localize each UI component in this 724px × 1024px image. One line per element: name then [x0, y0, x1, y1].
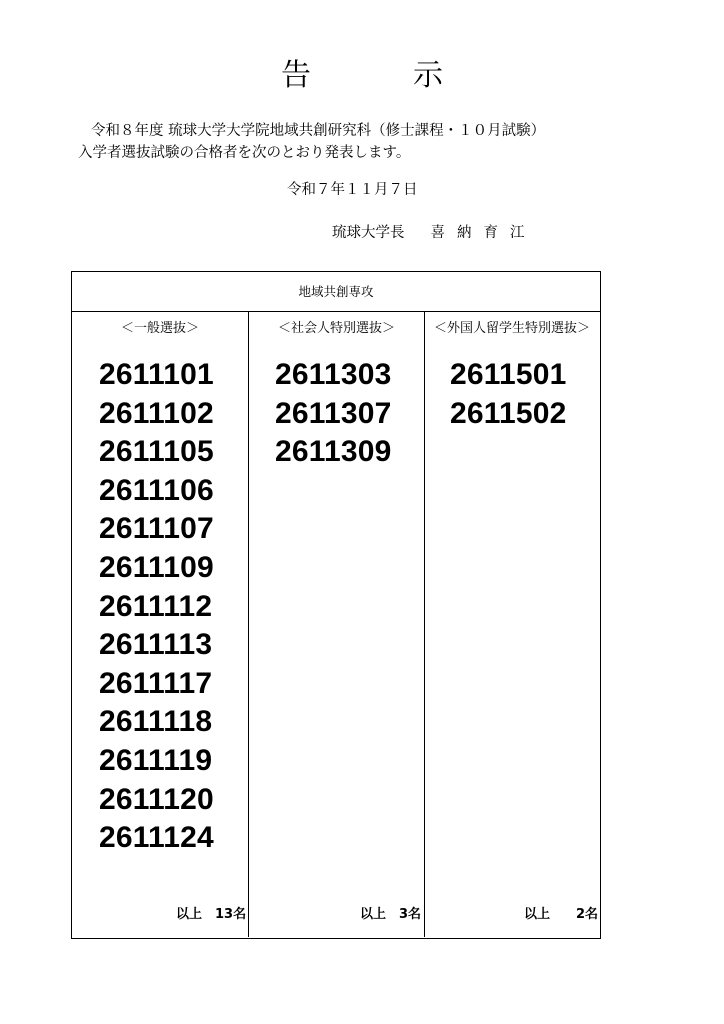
- column-general-selection: [72, 312, 249, 937]
- announcement-line-1: 令和８年度 琉球大学大学院地域共創研究科（修士課程・１０月試験）: [91, 123, 546, 139]
- pass-count: 以上 13名: [176, 907, 247, 922]
- applicant-number: 2611113: [99, 628, 213, 662]
- column-heading: ＜社会人特別選抜＞: [277, 321, 395, 336]
- applicant-number: 2611112: [99, 589, 213, 623]
- applicant-number: 2611107: [99, 512, 214, 546]
- announcement-date: 令和７年１１月７日: [287, 182, 418, 198]
- results-table: [71, 271, 601, 939]
- applicant-number: 2611109: [99, 550, 214, 584]
- applicant-number: 2611501: [450, 358, 567, 391]
- results-columns: [72, 312, 600, 937]
- applicant-number: 2611105: [99, 435, 214, 469]
- applicant-number: 2611307: [275, 396, 392, 430]
- announcement-line-2: 入学者選抜試験の合格者を次のとおり発表します。: [78, 145, 411, 161]
- column-international-student-selection: [425, 312, 599, 937]
- applicant-number: 2611106: [99, 473, 214, 507]
- department-header: 地域共創専攻: [72, 272, 600, 312]
- applicant-number: 2611119: [99, 743, 213, 777]
- number-list: [425, 356, 599, 433]
- applicant-number: 2611118: [99, 705, 213, 739]
- number-list: [249, 356, 424, 472]
- signer: [332, 223, 537, 243]
- applicant-number: 2611117: [99, 666, 213, 700]
- applicant-number: 2611502: [450, 396, 567, 430]
- applicant-number: 2611303: [275, 358, 392, 391]
- notice-title: 告 示: [281, 58, 479, 93]
- applicant-number: 2611101: [99, 358, 214, 391]
- signer-position: 琉球大学長: [332, 225, 405, 241]
- applicant-number: 2611102: [99, 396, 214, 430]
- applicant-number: 2611120: [99, 782, 214, 816]
- column-heading: ＜一般選抜＞: [120, 321, 199, 336]
- pass-count: 以上 2名: [524, 907, 599, 922]
- column-heading: ＜外国人留学生特別選抜＞: [433, 321, 590, 336]
- applicant-number: 2611309: [275, 435, 392, 469]
- column-working-adult-selection: [249, 312, 425, 937]
- signer-name: 喜納育江: [430, 225, 537, 241]
- applicant-number: 2611124: [99, 821, 214, 855]
- pass-count: 以上 3名: [360, 907, 422, 922]
- number-list: [72, 356, 248, 858]
- announcement-text: [78, 120, 638, 164]
